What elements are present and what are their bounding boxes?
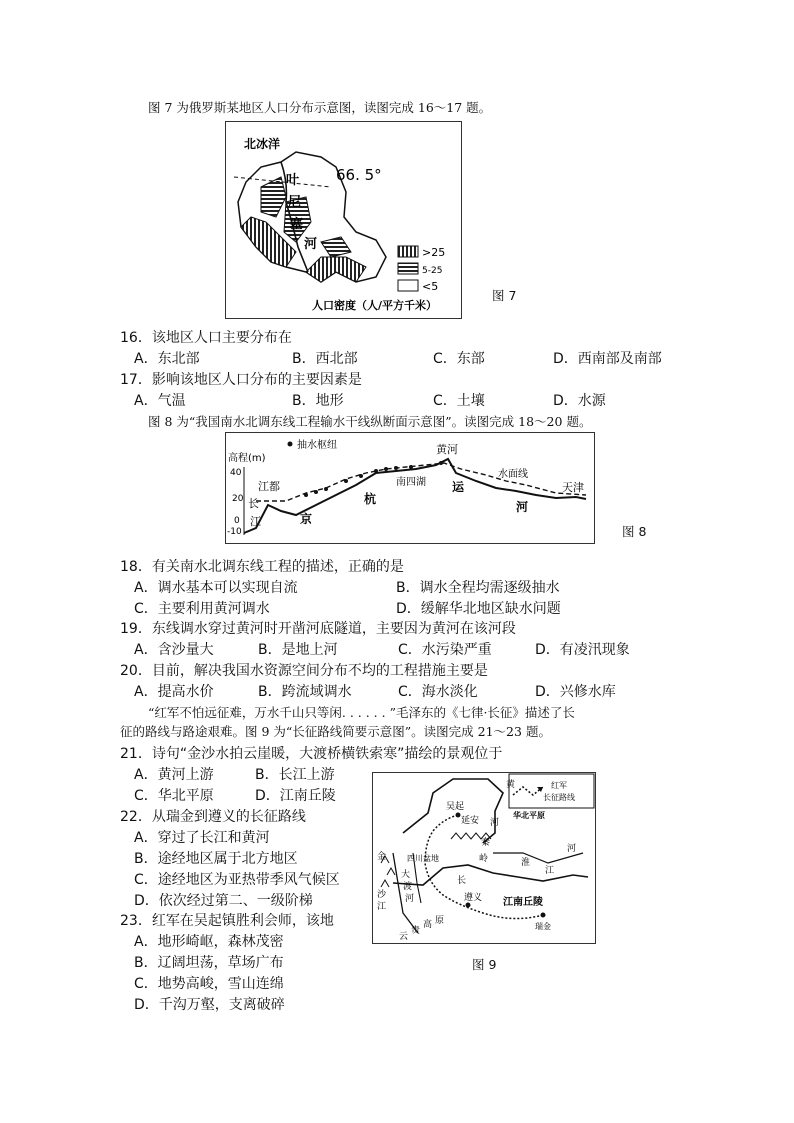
- fig8-place: 天津: [562, 481, 584, 494]
- question-21-stem: 21．诗句“金沙水拍云崖暖，大渡桥横铁索寒”描绘的景观位于: [120, 746, 503, 762]
- fig8-place: 京: [300, 512, 313, 526]
- fig8-place: 运: [452, 480, 465, 494]
- fig8-place: 长: [248, 497, 259, 510]
- fig7-river-char: 河: [304, 237, 318, 252]
- fig9-place: 遵义: [464, 893, 483, 903]
- fig8-place: 江都: [258, 480, 280, 493]
- fig9-place: 江: [377, 902, 387, 912]
- q18-option-c[interactable]: C．主要利用黄河调水: [134, 601, 270, 617]
- fig7-river-char: 塞: [290, 217, 304, 232]
- q21-option-b[interactable]: B．长江上游: [255, 767, 335, 783]
- fig8-place: 江: [250, 515, 261, 528]
- fig7-latitude-label: 66. 5°: [336, 166, 382, 184]
- figure-8-svg: [226, 433, 594, 543]
- figure-7-map: [225, 121, 462, 319]
- q20-option-a[interactable]: A．提高水价: [134, 684, 214, 700]
- fig9-place: 沙: [377, 890, 387, 900]
- q17-option-c[interactable]: C．土壤: [433, 393, 485, 409]
- fig8-place: 水面线: [498, 469, 528, 480]
- intro-18-20: 图 8 为“我国南水北调东线工程输水干线纵断面示意图”。读图完成 18～20 题。: [148, 414, 592, 429]
- q21-option-a[interactable]: A．黄河上游: [134, 767, 214, 783]
- q16-option-d[interactable]: D．西南部及南部: [553, 351, 662, 367]
- fig9-place: 延安: [461, 816, 480, 826]
- figure-9-svg: [373, 773, 595, 943]
- question-20-stem: 20．目前，解决我国水资源空间分布不均的工程措施主要是: [120, 663, 488, 679]
- fig9-legend-line2: 长征路线: [543, 793, 575, 802]
- q17-option-b[interactable]: B．地形: [292, 393, 344, 409]
- fig8-place: 杭: [364, 492, 377, 506]
- intro-21-23-line2: 征的路线与路途艰难。图 9 为“长征路线简要示意图”。读图完成 21～23 题。: [120, 724, 551, 739]
- fig9-place: 大: [401, 870, 411, 880]
- figure-7-svg: [226, 122, 461, 318]
- q17-option-d[interactable]: D．水源: [553, 393, 606, 409]
- q19-option-d[interactable]: D．有凌汛现象: [535, 642, 630, 658]
- q23-option-d[interactable]: D．千沟万壑，支离破碎: [134, 997, 285, 1013]
- fig9-legend-line1: 红军: [551, 781, 567, 790]
- fig9-place: 江南丘陵: [503, 897, 543, 908]
- q20-option-d[interactable]: D．兴修水库: [535, 684, 616, 700]
- question-23-stem: 23．红军在吴起镇胜利会师，该地: [120, 913, 334, 929]
- fig7-river-char: 尼: [288, 195, 302, 210]
- fig9-place: 吴起: [446, 802, 465, 812]
- question-17-stem: 17．影响该地区人口分布的主要因素是: [120, 372, 362, 388]
- fig9-place: 河: [405, 894, 415, 904]
- q21-option-c[interactable]: C．华北平原: [134, 788, 214, 804]
- figure-9-caption: 图 9: [472, 957, 497, 972]
- fig8-place: 河: [516, 500, 529, 514]
- q23-option-c[interactable]: C．地势高峻，雪山连绵: [134, 976, 284, 992]
- figure-8-caption: 图 8: [622, 524, 647, 539]
- fig9-place: 淮: [521, 858, 531, 868]
- fig9-place: 秦: [481, 838, 491, 848]
- fig8-legend: 抽水枢纽: [297, 440, 337, 451]
- q16-option-a[interactable]: A．东北部: [134, 351, 200, 367]
- q22-option-d[interactable]: D．依次经过第二、一级阶梯: [134, 893, 313, 909]
- q19-option-a[interactable]: A．含沙量大: [134, 642, 214, 658]
- fig9-place: 瑞金: [535, 922, 551, 931]
- intro-16-17: 图 7 为俄罗斯某地区人口分布示意图，读图完成 16～17 题。: [148, 100, 492, 115]
- question-22-stem: 22．从瑞金到遵义的长征路线: [120, 809, 306, 825]
- q19-option-c[interactable]: C．水污染严重: [398, 642, 492, 658]
- q22-option-a[interactable]: A．穿过了长江和黄河: [134, 830, 270, 846]
- fig8-ytick: -10: [227, 527, 242, 537]
- fig8-ytick: 20: [232, 494, 244, 504]
- fig9-place: 岭: [479, 854, 489, 864]
- fig9-place: 贵: [411, 926, 421, 936]
- fig9-place: 长: [457, 876, 467, 886]
- fig9-place: 原: [435, 916, 445, 926]
- q23-option-b[interactable]: B．辽阔坦荡，草场广布: [134, 955, 284, 971]
- fig9-place: 黄: [506, 780, 516, 790]
- fig8-place: 南四湖: [396, 477, 426, 488]
- q22-option-b[interactable]: B．途经地区属于北方地区: [134, 851, 298, 867]
- fig9-place: 华北平原: [513, 811, 545, 820]
- fig7-legend-high: >25: [422, 246, 446, 259]
- fig9-place: 河: [490, 818, 500, 828]
- q20-option-b[interactable]: B．跨流域调水: [258, 684, 352, 700]
- q18-option-d[interactable]: D．缓解华北地区缺水问题: [396, 601, 561, 617]
- fig7-legend-mid: 5-25: [422, 266, 443, 276]
- q18-option-b[interactable]: B．调水全程均需逐级抽水: [396, 580, 560, 596]
- q16-option-c[interactable]: C．东部: [433, 351, 485, 367]
- figure-8-profile: [225, 432, 595, 544]
- fig7-ocean-label: 北冰洋: [244, 137, 281, 151]
- fig8-ytick: 40: [230, 468, 242, 478]
- fig9-place: 云: [399, 932, 409, 942]
- q17-option-a[interactable]: A．气温: [134, 393, 186, 409]
- question-16-stem: 16．该地区人口主要分布在: [120, 330, 292, 346]
- fig7-river-char: 叶: [286, 173, 300, 188]
- fig9-place: 高: [423, 920, 433, 930]
- fig7-legend-title: 人口密度（人/平方千米）: [312, 299, 438, 312]
- fig9-place: 渡: [403, 882, 413, 892]
- figure-7-caption: 图 7: [492, 288, 517, 303]
- question-19-stem: 19．东线调水穿过黄河时开凿河底隧道，主要因为黄河在该河段: [120, 621, 516, 637]
- q16-option-b[interactable]: B．西北部: [292, 351, 358, 367]
- fig9-place: 金: [377, 852, 387, 862]
- fig8-ytick: 0: [234, 516, 240, 526]
- q23-option-a[interactable]: A．地形崎岖，森林茂密: [134, 934, 284, 950]
- q19-option-b[interactable]: B．是地上河: [258, 642, 338, 658]
- question-18-stem: 18．有关南水北调东线工程的描述，正确的是: [120, 559, 404, 575]
- fig9-place: 四川盆地: [407, 854, 439, 863]
- figure-9-map: [372, 772, 596, 944]
- intro-21-23-line1: “红军不怕远征难，万水千山只等闲. . . . . . ”毛泽东的《七律·长征》描述了长: [148, 705, 575, 720]
- q22-option-c[interactable]: C．途经地区为亚热带季风气候区: [134, 872, 340, 888]
- q20-option-c[interactable]: C．海水淡化: [398, 684, 478, 700]
- fig9-place: 江: [545, 866, 555, 876]
- fig9-place: 河: [567, 844, 577, 854]
- fig7-legend-low: <5: [422, 280, 439, 293]
- fig8-place: 黄河: [436, 443, 458, 456]
- fig8-ylabel: 高程(m): [228, 453, 266, 464]
- q18-option-a[interactable]: A．调水基本可以实现自流: [134, 580, 298, 596]
- q21-option-d[interactable]: D．江南丘陵: [255, 788, 336, 804]
